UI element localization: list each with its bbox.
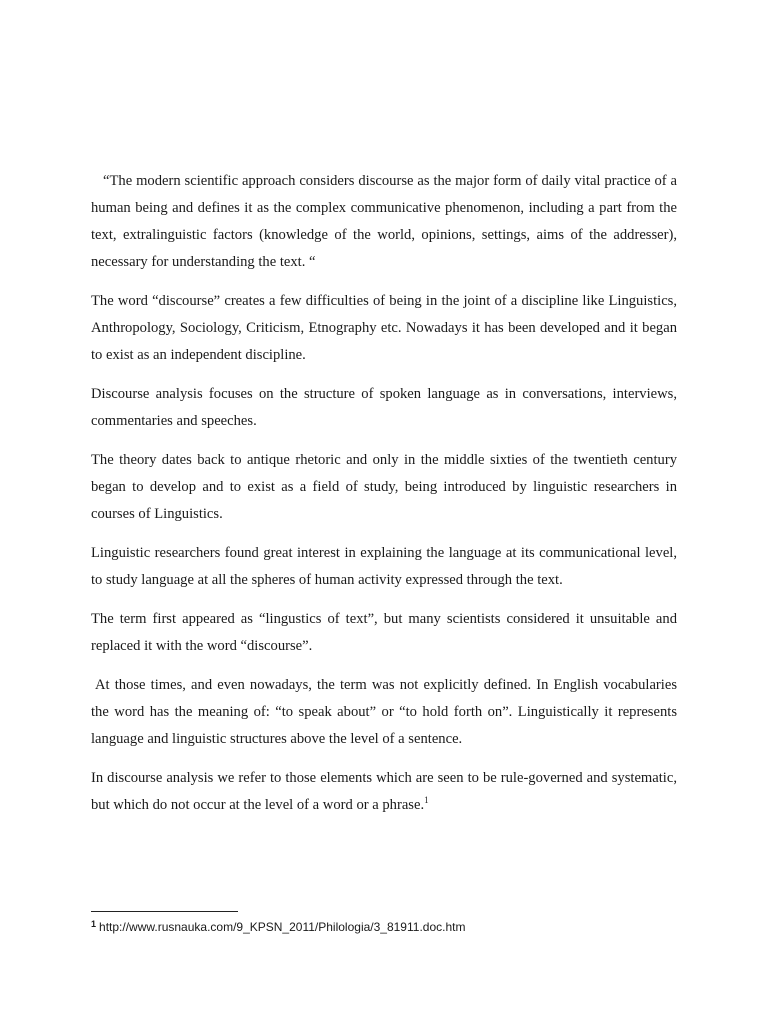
paragraph-researchers-interest: Linguistic researchers found great interest in explaining the language at its communicational level, to study language at all the spheres of human activity expressed through the text. — [91, 545, 677, 588]
paragraph-analysis-focus: Discourse analysis focuses on the structure of spoken language as in conversations, interviews, commentaries and speeches. — [91, 386, 677, 429]
paragraph-term-definition: At those times, and even nowadays, the term was not explicitly defined. In English vocabularies the word has the meaning of: “to speak about” or “to hold forth on”. Linguistically it represents language and linguistic structures above the level of a sentence. — [91, 677, 677, 747]
paragraph-discourse-word: The word “discourse” creates a few difficulties of being in the joint of a discipline like Linguistics, Anthropology, Sociology, Criticism, Etnography etc. Nowadays it has been developed and it began to exist as an independent discipline. — [91, 293, 677, 363]
footnote — [91, 915, 465, 936]
footnote-link[interactable]: http://www.rusnauka.com/9_KPSN_2011/Philologia/3_81911.doc.htm — [99, 920, 466, 934]
paragraph-rule-governed-text: In discourse analysis we refer to those elements which are seen to be rule-governed and systematic, but which do not occur at the level of a word or a phrase. — [91, 770, 677, 813]
footnote-reference[interactable]: 1 — [424, 795, 429, 805]
paragraph-theory-history: The theory dates back to antique rhetoric and only in the middle sixties of the twentieth century began to develop and to exist as a field of study, being introduced by linguistic researchers in courses of Linguistics. — [91, 452, 677, 522]
footnote-number: 1 — [91, 919, 97, 929]
document-body — [91, 168, 677, 831]
footnote-separator — [91, 911, 238, 912]
paragraph-term-origin: The term first appeared as “lingustics of text”, but many scientists considered it unsuitable and replaced it with the word “discourse”. — [91, 611, 677, 654]
paragraph-definition-quote: “The modern scientific approach considers discourse as the major form of daily vital practice of a human being and defines it as the complex communicative phenomenon, including a part from the text, extralinguistic factors (knowledge of the world, opinions, settings, aims of the addresser), necessary for understanding the text. “ — [91, 173, 677, 270]
paragraph-rule-governed — [91, 765, 677, 819]
